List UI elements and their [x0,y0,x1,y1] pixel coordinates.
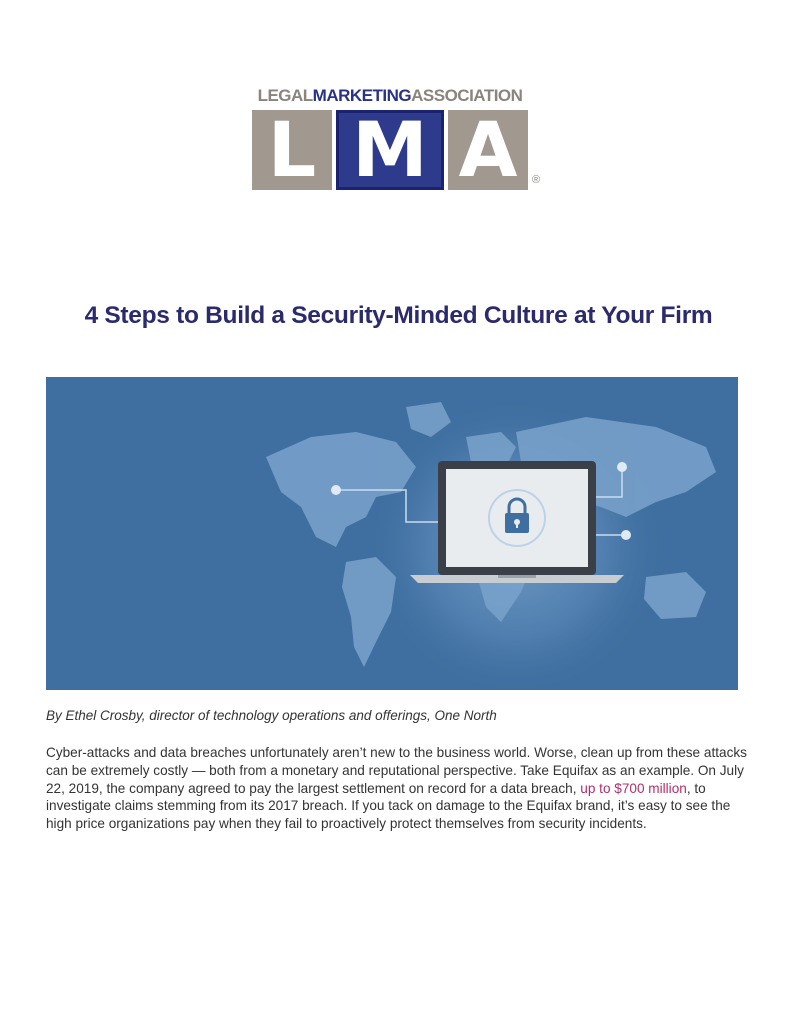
registered-mark: ® [532,174,541,186]
lma-logo [252,86,552,194]
logo-word-legal: LEGAL [257,86,313,105]
logo-word-association: ASSOCIATION [411,86,523,105]
logo-letter-a: A [448,110,528,190]
article-byline: By Ethel Crosby, director of technology operations and offerings, One North [46,708,497,723]
hero-image [46,377,738,690]
logo-letter-l: L [252,110,332,190]
settlement-link[interactable]: up to $700 million [580,780,687,796]
logo-letter-m: M [336,110,444,190]
world-map-icon [46,377,738,690]
article-title: 4 Steps to Build a Security-Minded Culture at Your Firm [84,302,713,329]
paragraph-text-start: Cyber-attacks and data breaches unfortunately aren’t new to the business world. Worse, clean up from these attacks can be extremely costly — both from a monetary and reputational perspective. Take Equifax as an example. On July 22, 2019, the company agreed to pay the largest settlement on record for a data breach, [46,745,747,796]
paragraph-text-end: , to investigate claims stemming from its 2017 breach. If you tack on damage to the Equifax brand, it’s easy to see the high price organizations pay when they fail to proactively protect themselves from security incidents. [46,780,731,832]
logo-wordmark [252,86,528,106]
article-paragraph [46,744,758,833]
logo-letters [252,105,528,194]
logo-word-marketing: MARKETING [312,86,412,105]
